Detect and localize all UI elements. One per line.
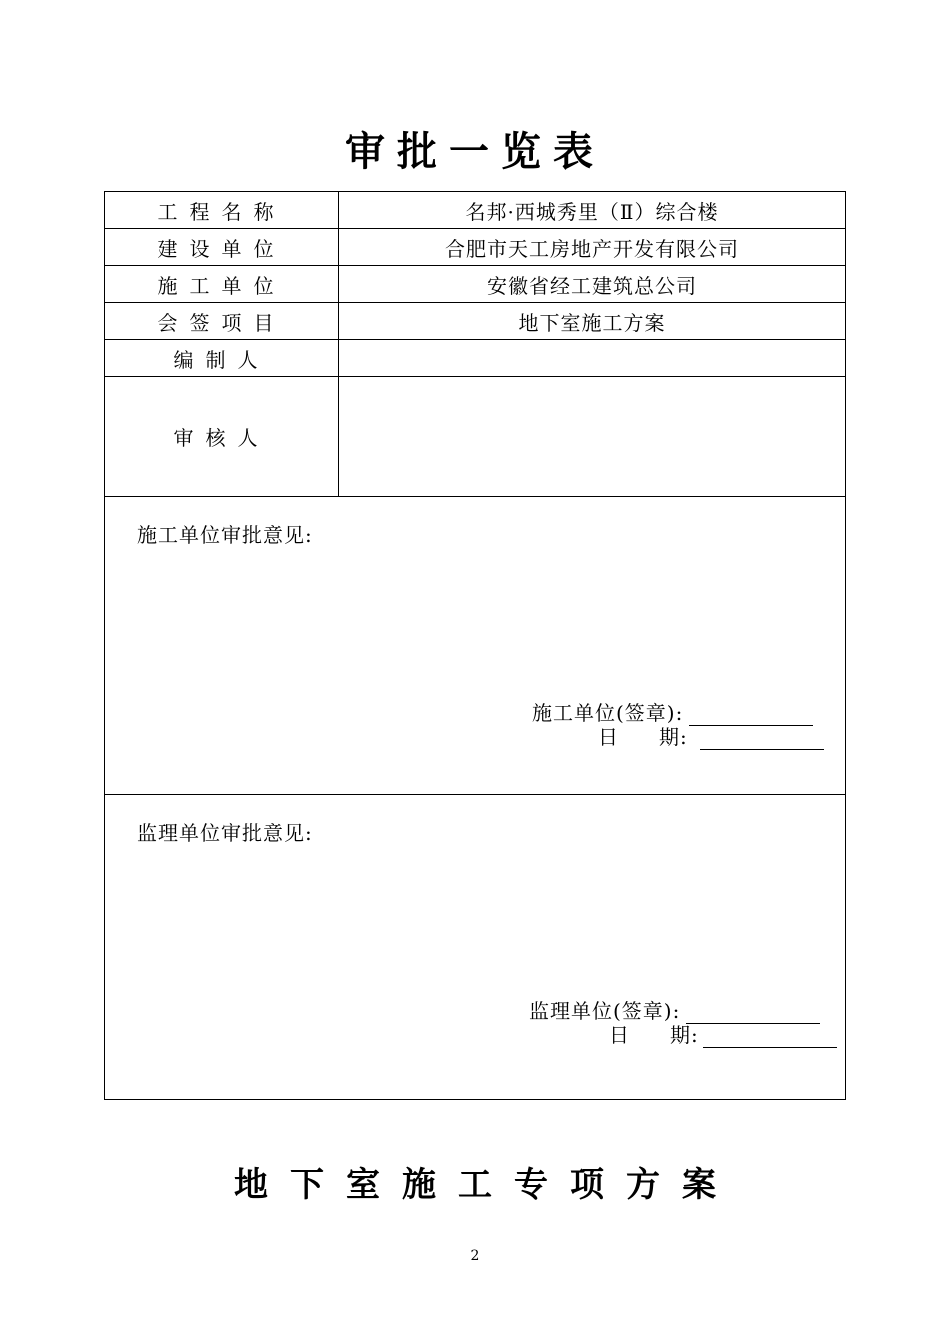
construction-date-line — [700, 729, 824, 750]
row-label-owner: 建设单位 — [105, 229, 339, 266]
construction-date — [598, 721, 824, 750]
supervision-date-label-a: 日 — [609, 1023, 630, 1047]
table-row — [105, 340, 846, 377]
supervision-opinion-label: 监理单位审批意见: — [137, 821, 313, 845]
supervision-sign-label: 监理单位(签章): — [529, 999, 681, 1023]
table-row — [105, 377, 846, 497]
construction-date-label-a: 日 — [598, 725, 619, 749]
row-value-project-name: 名邦·西城秀里（Ⅱ）综合楼 — [339, 192, 846, 229]
supervision-date-line — [703, 1027, 837, 1048]
table-row — [105, 303, 846, 340]
supervision-date — [609, 1019, 837, 1048]
row-label-item: 会签项目 — [105, 303, 339, 340]
row-label-author: 编制人 — [105, 340, 339, 377]
supervision-opinion-cell — [105, 795, 846, 1100]
construction-date-label-b: 期: — [659, 725, 688, 749]
approval-table — [104, 191, 846, 1100]
construction-sign-label: 施工单位(签章): — [532, 701, 684, 725]
row-value-owner: 合肥市天工房地产开发有限公司 — [339, 229, 846, 266]
table-row — [105, 229, 846, 266]
construction-opinion-row — [105, 497, 846, 795]
row-value-contractor: 安徽省经工建筑总公司 — [339, 266, 846, 303]
table-row — [105, 266, 846, 303]
row-label-project-name: 工程名称 — [105, 192, 339, 229]
document-subtitle: 地下室施工专项方案 — [234, 1165, 738, 1205]
page-title: 审批一览表 — [345, 129, 605, 175]
row-label-contractor: 施工单位 — [105, 266, 339, 303]
supervision-opinion-row — [105, 795, 846, 1100]
row-value-item: 地下室施工方案 — [339, 303, 846, 340]
row-value-author — [339, 340, 846, 377]
supervision-date-label-b: 期: — [670, 1023, 699, 1047]
page-number: 2 — [470, 1248, 480, 1264]
construction-opinion-cell — [105, 497, 846, 795]
row-value-reviewer — [339, 377, 846, 497]
table-row — [105, 192, 846, 229]
construction-opinion-label: 施工单位审批意见: — [137, 523, 313, 547]
row-label-reviewer: 审核人 — [105, 377, 339, 497]
